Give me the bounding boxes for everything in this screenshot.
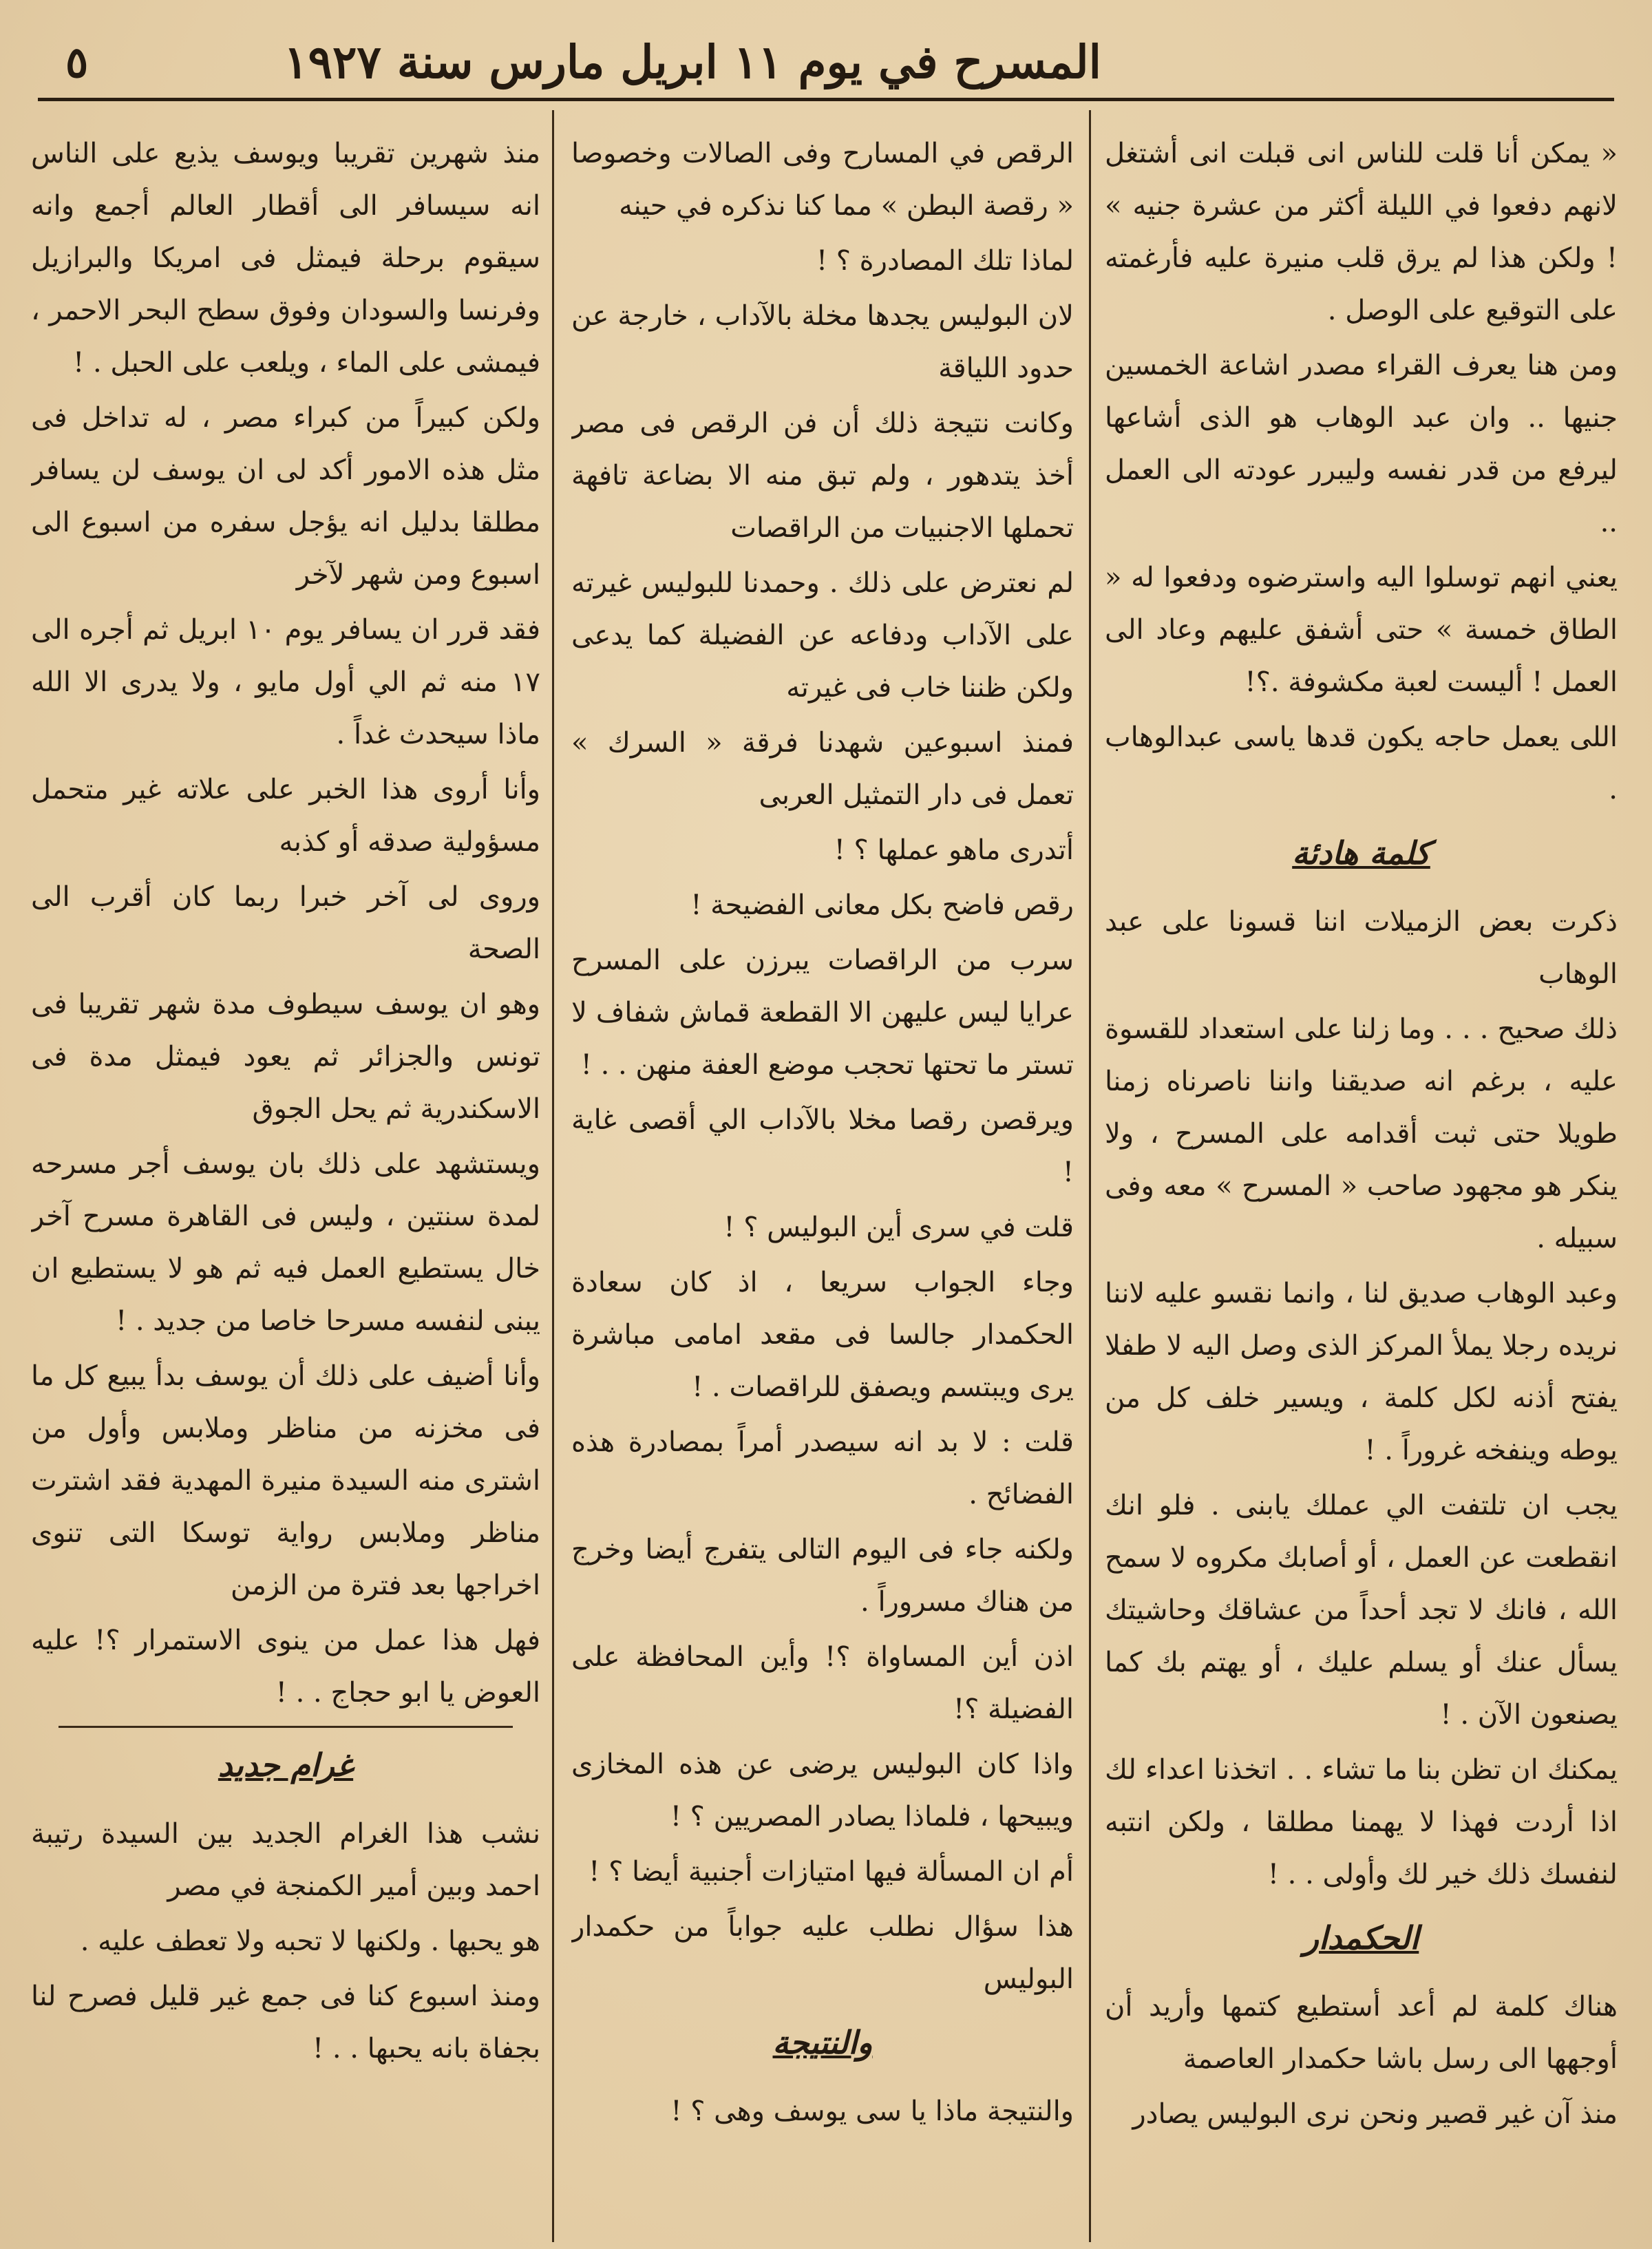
article-paragraph: قلت في سرى أين البوليس ؟ ! (723, 1212, 1074, 1243)
article-paragraph: وأنا أروى هذا الخبر على علاته غير متحمل مسؤولية صدقه أو كذبه (31, 774, 540, 858)
page-title: المسرح في يوم ١١ ابريل مارس سنة ١٩٢٧ (284, 35, 1101, 89)
section-heading: الحكمدار (1303, 1919, 1419, 1956)
article-paragraph: اللى يعمل حاجه يكون قدها ياسى عبدالوهاب . (1105, 721, 1618, 805)
column-divider (1089, 110, 1091, 2242)
column-left (31, 127, 540, 2239)
column-right (1105, 127, 1618, 2239)
article-paragraph: وهو ان يوسف سيطوف مدة شهر تقريبا فى تونس والجزائر ثم يعود فيمثل مدة فى الاسكندرية ثم يحل الجوق (31, 989, 540, 1125)
article-paragraph: ويرقصن رقصا مخلا بالآداب الي أقصى غاية ! (571, 1104, 1074, 1188)
article-paragraph: اذن أين المساواة ؟! وأين المحافظة على الفضيلة ؟! (571, 1641, 1074, 1725)
article-paragraph: هذا سؤال نطلب عليه جواباً من حكمدار البوليس (571, 1911, 1074, 1995)
article-paragraph: هناك كلمة لم أعد أستطيع كتمها وأريد أن أوجهها الى رسل باشا حكمدار العاصمة (1105, 1991, 1618, 2075)
section-heading: كلمة هادئة (1292, 834, 1430, 872)
column-divider (552, 110, 554, 2242)
article-paragraph: منذ شهرين تقريبا ويوسف يذيع على الناس انه سيسافر الى أقطار العالم أجمع وانه سيقوم برحلة فيمثل فى امريكا والبرازيل وفرنسا والسودان وفوق سطح البحر الاحمر ، فيمشى على الماء ، ويلعب على الحبل . ! (31, 138, 540, 379)
article-paragraph: وجاء الجواب سريعا ، اذ كان سعادة الحكمدار جالسا فى مقعد امامى مباشرة يرى ويبتسم ويصفق للراقصات . ! (571, 1267, 1074, 1403)
article-paragraph: ويستشهد على ذلك بان يوسف أجر مسرحه لمدة سنتين ، وليس فى القاهرة مسرح آخر خال يستطيع العمل فيه ثم هو لا يستطيع ان يبنى لنفسه مسرحا خاصا من جديد . ! (31, 1148, 540, 1337)
article-paragraph: سرب من الراقصات يبرزن على المسرح عرايا ليس عليهن الا القطعة قماش شفاف لا تستر ما تحتها تحجب موضع العفة منهن . . ! (571, 944, 1074, 1081)
article-paragraph: لماذا تلك المصادرة ؟ ! (816, 245, 1074, 277)
section-divider (59, 1726, 513, 1728)
header-rule (38, 98, 1614, 101)
article-paragraph: أتدرى ماهو عملها ؟ ! (834, 834, 1074, 866)
article-paragraph: يمكنك ان تظن بنا ما تشاء . . اتخذنا اعداء لك اذا أردت فهذا لا يهمنا مطلقا ، ولكن انتبه لنفسك ذلك خير لك وأولى . . ! (1105, 1754, 1618, 1890)
article-paragraph: ومنذ اسبوع كنا فى جمع غير قليل فصرح لنا بجفاة بانه يحبها . . ! (31, 1981, 540, 2065)
article-paragraph: وكانت نتيجة ذلك أن فن الرقص فى مصر أخذ يتدهور ، ولم تبق منه الا بضاعة تافهة تحملها الاجنبيات من الراقصات (571, 408, 1074, 544)
article-paragraph: نشب هذا الغرام الجديد بين السيدة رتيبة احمد وبين أمير الكمنجة في مصر (31, 1818, 540, 1902)
article-paragraph: وروى لى آخر خبرا ربما كان أقرب الى الصحة (31, 881, 540, 965)
article-paragraph: ذكرت بعض الزميلات اننا قسونا على عبد الوهاب (1105, 906, 1618, 990)
article-paragraph: وأنا أضيف على ذلك أن يوسف بدأ يبيع كل ما فى مخزنه من مناظر وملابس وأول من اشترى منه السيدة منيرة المهدية فقد اشترت مناظر وملابس رواية توسكا التى تنوى اخراجها بعد فترة من الزمن (31, 1360, 540, 1601)
article-paragraph: منذ آن غير قصير ونحن نرى البوليس يصادر (1132, 2098, 1618, 2130)
article-paragraph: فمنذ اسبوعين شهدنا فرقة « السرك » تعمل فى دار التمثيل العربى (571, 727, 1074, 811)
article-paragraph: قلت : لا بد انه سيصدر أمراً بمصادرة هذه الفضائح . (571, 1426, 1074, 1510)
article-paragraph: ولكن كبيراً من كبراء مصر ، له تداخل فى مثل هذه الامور أكد لى ان يوسف لن يسافر مطلقا بدليل انه يؤجل سفره من اسبوع الى اسبوع ومن شهر لآخر (31, 402, 540, 591)
article-paragraph: فهل هذا عمل من ينوى الاستمرار ؟! عليه العوض يا ابو حجاج . . ! (31, 1625, 540, 1709)
article-paragraph: ومن هنا يعرف القراء مصدر اشاعة الخمسين جنيها .. وان عبد الوهاب هو الذى أشاعها ليرفع من قدر نفسه وليبرر عودته الى العمل .. (1105, 350, 1618, 538)
article-paragraph: ولكنه جاء فى اليوم التالى يتفرج أيضا وخرج من هناك مسروراً . (571, 1534, 1074, 1618)
article-paragraph: الرقص في المسارح وفى الصالات وخصوصا « رقصة البطن » مما كنا نذكره في حينه (571, 138, 1074, 222)
article-paragraph: أم ان المسألة فيها امتيازات أجنبية أيضا ؟ ! (589, 1856, 1074, 1888)
article-paragraph: واذا كان البوليس يرضى عن هذه المخازى ويبيحها ، فلماذا يصادر المصريين ؟ ! (571, 1749, 1074, 1833)
column-middle (571, 127, 1074, 2239)
article-paragraph: فقد قرر ان يسافر يوم ١٠ ابريل ثم أجره الى ١٧ منه ثم الي أول مايو ، ولا يدرى الا الله ماذا سيحدث غداً . (31, 614, 540, 750)
article-paragraph: والنتيجة ماذا يا سى يوسف وهى ؟ ! (670, 2095, 1074, 2127)
article-paragraph: لان البوليس يجدها مخلة بالآداب ، خارجة عن حدود اللياقة (571, 300, 1074, 384)
article-paragraph: رقص فاضح بكل معانى الفضيحة ! (690, 889, 1074, 921)
article-paragraph: « يمكن أنا قلت للناس انى قبلت انى أشتغل لانهم دفعوا في الليلة أكثر من عشرة جنيه » ! ولكن هذا لم يرق قلب منيرة عليه فأرغمته على التوقيع على الوصل . (1105, 138, 1618, 326)
section-heading: والنتيجة (772, 2024, 873, 2061)
article-paragraph: يعني انهم توسلوا اليه واسترضوه ودفعوا له « الطاق خمسة » حتى أشفق عليهم وعاد الى العمل ! أليست لعبة مكشوفة .؟! (1105, 562, 1618, 698)
section-heading: غرام جديد (218, 1746, 354, 1784)
article-paragraph: هو يحبها . ولكنها لا تحبه ولا تعطف عليه . (80, 1925, 540, 1957)
article-paragraph: وعبد الوهاب صديق لنا ، وانما نقسو عليه لاننا نريده رجلا يملأ المركز الذى وصل اليه لا طفلا يفتح أذنه لكل كلمة ، ويسير خلف كل من يوطه وينفخه غروراً . ! (1105, 1278, 1618, 1466)
article-paragraph: لم نعترض على ذلك . وحمدنا للبوليس غيرته على الآداب ودفاعه عن الفضيلة كما يدعى ولكن ظننا خاب فى غيرته (571, 567, 1074, 704)
masthead (65, 28, 1614, 96)
article-paragraph: يجب ان تلتفت الي عملك يابنى . فلو انك انقطعت عن العمل ، أو أصابك مكروه لا سمح الله ، فانك لا تجد أحداً من عشاقك وحاشيتك يسأل عنك أو يسلم عليك ، أو يهتم بك كما يصنعون الآن . ! (1105, 1490, 1618, 1731)
article-paragraph: ذلك صحيح . . . وما زلنا على استعداد للقسوة عليه ، برغم انه صديقنا واننا ناصرناه زمنا طويلا حتى ثبت أقدامه على المسرح ، ولا ينكر هو مجهود صاحب « المسرح » معه وفى سبيله . (1105, 1013, 1618, 1254)
page-number: ٥ (65, 36, 89, 87)
